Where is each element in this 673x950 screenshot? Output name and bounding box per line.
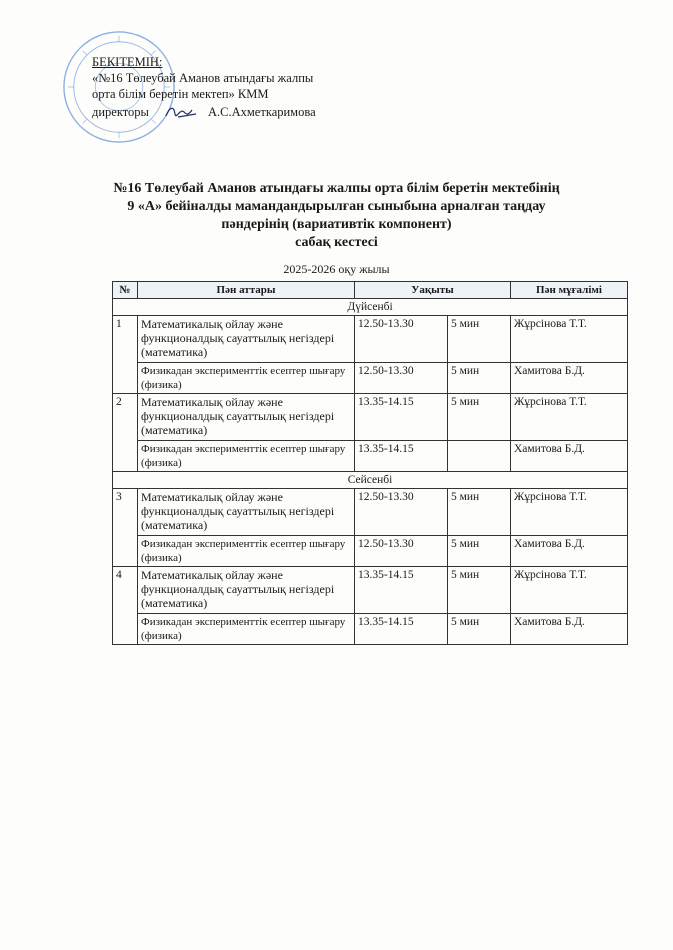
duration-cell: 5 мин <box>448 536 511 567</box>
signature-row <box>92 102 316 122</box>
signature-icon <box>162 102 202 122</box>
lesson-number: 2 <box>113 394 138 472</box>
duration-cell: 5 мин <box>448 394 511 441</box>
lesson-number: 4 <box>113 567 138 645</box>
duration-cell: 5 мин <box>448 489 511 536</box>
time-cell: 12.50-13.30 <box>355 363 448 394</box>
day-label: Сейсенбі <box>113 472 628 489</box>
teacher-cell: Хамитова Б.Д. <box>511 363 628 394</box>
title-line-4: сабақ кестесі <box>295 235 378 250</box>
schedule-table <box>112 281 628 645</box>
subject-cell: Математикалық ойлау және функционалдық сауаттылық негіздері (математика) <box>138 489 355 536</box>
duration-cell <box>448 441 511 472</box>
duration-cell: 5 мин <box>448 363 511 394</box>
academic-year: 2025-2026 оқу жылы <box>283 262 390 276</box>
approval-org-line1: «№16 Төлеубай Аманов атындағы жалпы <box>92 71 314 85</box>
teacher-cell: Хамитова Б.Д. <box>511 441 628 472</box>
time-cell: 13.35-14.15 <box>355 394 448 441</box>
duration-cell: 5 мин <box>448 316 511 363</box>
table-row <box>113 394 628 441</box>
time-cell: 12.50-13.30 <box>355 316 448 363</box>
title-line-3: пәндерінің (вариативтік компонент) <box>221 217 452 232</box>
duration-cell: 5 мин <box>448 567 511 614</box>
teacher-cell: Жұрсінова Т.Т. <box>511 489 628 536</box>
subject-cell: Математикалық ойлау және функционалдық сауаттылық негіздері (математика) <box>138 567 355 614</box>
header-teacher: Пән мұғалімі <box>511 282 628 299</box>
header-subject: Пән аттары <box>138 282 355 299</box>
director-name: А.С.Ахметкаримова <box>208 105 316 119</box>
approval-role: директоры <box>92 105 149 119</box>
time-cell: 13.35-14.15 <box>355 614 448 645</box>
teacher-cell: Жұрсінова Т.Т. <box>511 316 628 363</box>
table-row <box>113 614 628 645</box>
subject-cell: Математикалық ойлау және функционалдық сауаттылық негіздері (математика) <box>138 316 355 363</box>
subject-cell: Математикалық ойлау және функционалдық сауаттылық негіздері (математика) <box>138 394 355 441</box>
time-cell: 12.50-13.30 <box>355 536 448 567</box>
table-row <box>113 567 628 614</box>
teacher-cell: Хамитова Б.Д. <box>511 536 628 567</box>
teacher-cell: Хамитова Б.Д. <box>511 614 628 645</box>
table-row <box>113 489 628 536</box>
table-row <box>113 536 628 567</box>
time-cell: 13.35-14.15 <box>355 441 448 472</box>
lesson-number: 3 <box>113 489 138 567</box>
document-title <box>0 180 673 252</box>
subject-cell: Физикадан эксперименттік есептер шығару (физика) <box>138 536 355 567</box>
subject-cell: Физикадан эксперименттік есептер шығару (физика) <box>138 441 355 472</box>
title-line-2: 9 «А» бейіналды мамандандырылған сыныбына арналған таңдау <box>127 199 546 214</box>
table-row <box>113 316 628 363</box>
table-row <box>113 363 628 394</box>
subject-cell: Физикадан эксперименттік есептер шығару (физика) <box>138 614 355 645</box>
header-number: № <box>113 282 138 299</box>
subject-cell: Физикадан эксперименттік есептер шығару (физика) <box>138 363 355 394</box>
table-header-row <box>113 282 628 299</box>
table-row <box>113 441 628 472</box>
header-time: Уақыты <box>355 282 511 299</box>
teacher-cell: Жұрсінова Т.Т. <box>511 567 628 614</box>
lesson-number: 1 <box>113 316 138 394</box>
time-cell: 13.35-14.15 <box>355 567 448 614</box>
day-label: Дүйсенбі <box>113 299 628 316</box>
time-cell: 12.50-13.30 <box>355 489 448 536</box>
teacher-cell: Жұрсінова Т.Т. <box>511 394 628 441</box>
day-row <box>113 299 628 316</box>
approval-block <box>92 54 316 122</box>
duration-cell: 5 мин <box>448 614 511 645</box>
day-row <box>113 472 628 489</box>
approval-org-line2: орта білім беретін мектеп» КММ <box>92 87 269 101</box>
title-line-1: №16 Төлеубай Аманов атындағы жалпы орта білім беретін мектебінің <box>113 181 560 196</box>
approval-heading: БЕКІТЕМІН: <box>92 55 163 69</box>
